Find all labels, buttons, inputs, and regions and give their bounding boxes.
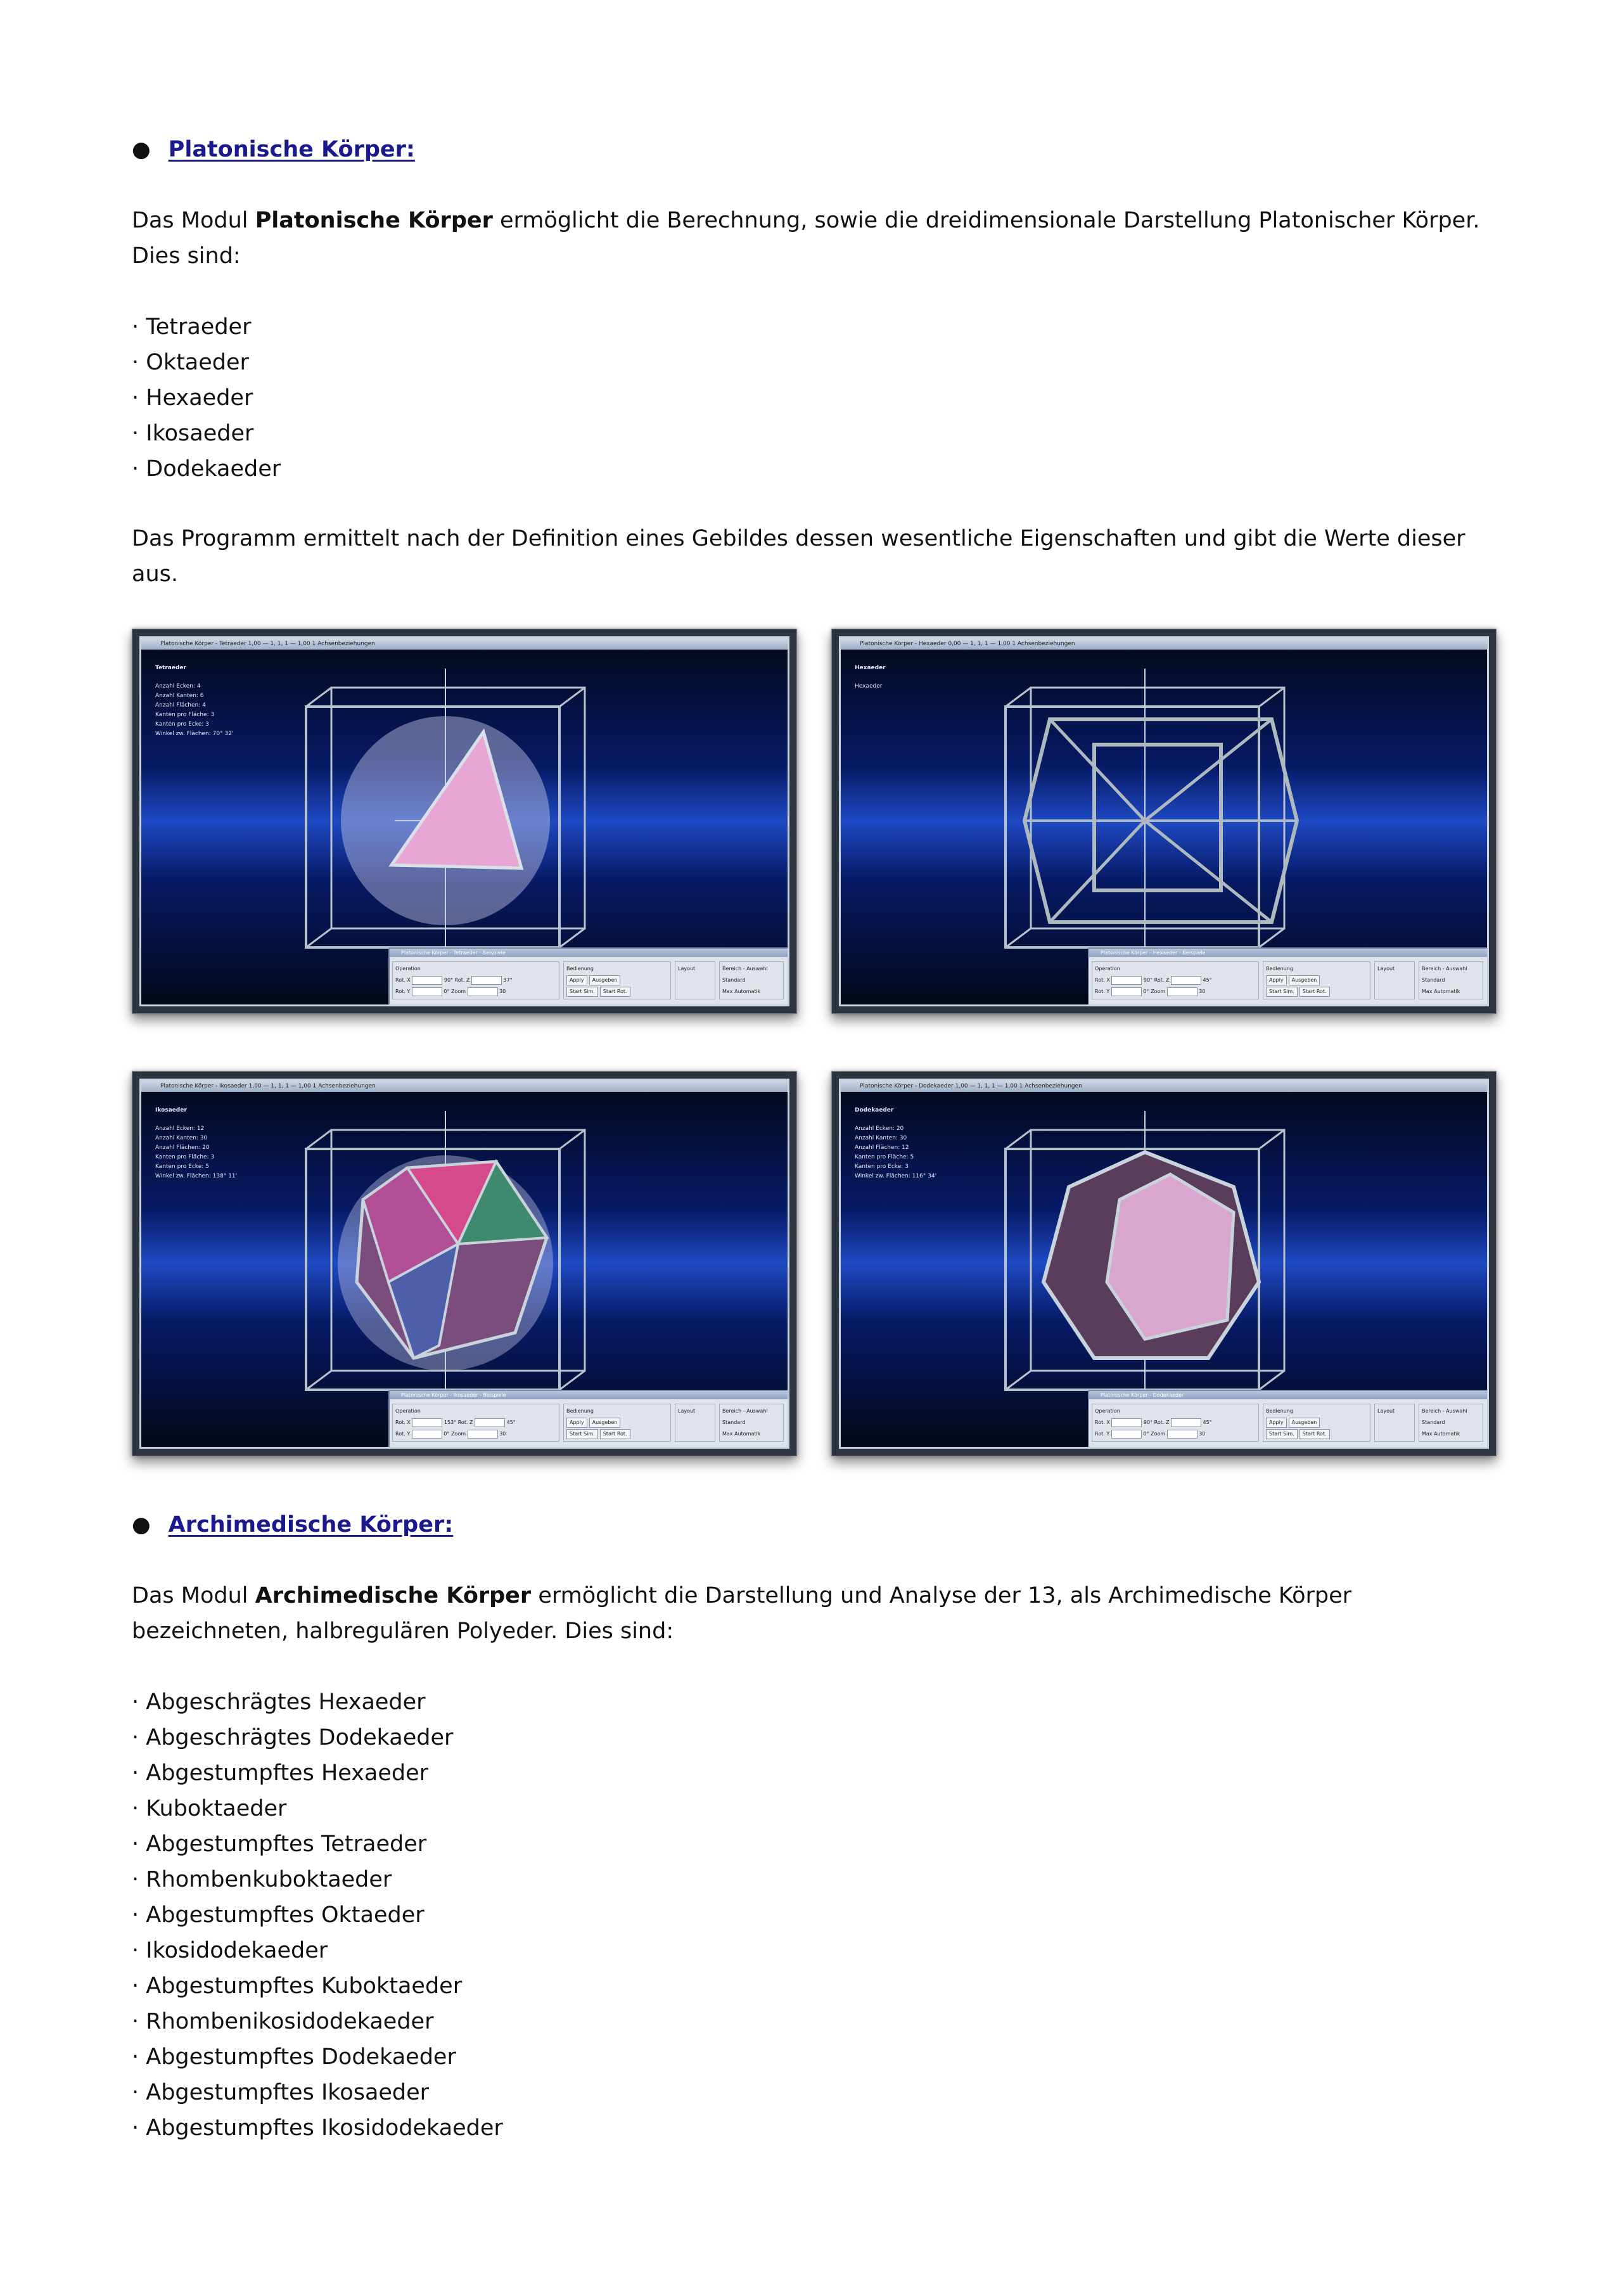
bereich-group — [719, 961, 784, 999]
rot-y-label: Rot. Y — [395, 989, 411, 994]
info-overlay — [855, 1106, 936, 1181]
platonic-heading — [132, 137, 415, 162]
panel-title: Platonische Körper - Ikosaeder - Beispiele — [390, 1391, 788, 1399]
standard-radio[interactable]: Standard — [722, 977, 746, 983]
rot-z-field[interactable] — [1171, 1418, 1201, 1427]
list-item: · Rhombenkuboktaeder — [132, 1862, 503, 1897]
panel-title: Platonische Körper - Dodekaeder — [1089, 1391, 1487, 1399]
panel-title: Platonische Körper - Hexaeder - Beispiele — [1089, 949, 1487, 957]
shape-name: Hexaeder — [855, 665, 886, 671]
layout-label: Layout — [678, 1408, 696, 1414]
info-line: Hexaeder — [855, 683, 883, 689]
zoom-value: 30 — [1199, 989, 1206, 994]
app-window — [839, 636, 1489, 1006]
standard-radio[interactable]: Standard — [1422, 977, 1445, 983]
list-item: · Abgestumpftes Hexaeder — [132, 1755, 503, 1791]
layout-group — [675, 1404, 715, 1442]
standard-radio[interactable]: Standard — [1422, 1420, 1445, 1425]
bedienung-group — [563, 961, 671, 999]
archimedean-intro-post: ermöglicht die Darstellung und Analyse der 13, als Archimedische Körper bezeichneten, halbregulären Polyeder. Dies sind: — [132, 1583, 1352, 1644]
rot-y-value: 0° — [444, 1431, 450, 1437]
platonic-intro-post: ermöglicht die Berechnung, sowie die dreidimensionale Darstellung Platonischer Körper. Dies sind: — [132, 208, 1480, 269]
control-panel — [388, 947, 788, 1004]
info-line: Kanten pro Ecke: 3 — [855, 1164, 909, 1170]
start-sim-button[interactable]: Start Sim. — [1266, 987, 1298, 997]
zoom-label: Zoom — [1150, 1431, 1165, 1437]
platonic-intro-bold: Platonische Körper — [255, 208, 493, 233]
list-item: · Abgestumpftes Ikosaeder — [132, 2075, 503, 2110]
control-panel — [1088, 947, 1487, 1004]
shape-name: Tetraeder — [155, 665, 186, 671]
panel-title: Platonische Körper - Tetraeder - Beispiele — [390, 949, 788, 957]
start-sim-button[interactable]: Start Sim. — [566, 1429, 598, 1439]
zoom-label: Zoom — [1150, 989, 1165, 994]
rot-y-field[interactable] — [1111, 1430, 1142, 1439]
ausgabe-button[interactable]: Ausgeben — [1289, 1418, 1320, 1428]
list-item: · Hexaeder — [132, 380, 281, 416]
bedienung-group — [1263, 961, 1370, 999]
zoom-label: Zoom — [450, 1431, 466, 1437]
bereich-group — [1419, 961, 1483, 999]
info-line: Kanten pro Fläche: 3 — [155, 712, 215, 718]
rot-x-label: Rot. X — [1095, 977, 1110, 983]
max-radio[interactable]: Max — [1422, 989, 1433, 994]
zoom-field[interactable] — [1167, 1430, 1197, 1439]
zoom-field[interactable] — [468, 987, 498, 996]
layout-group — [1374, 1404, 1415, 1442]
shape-name: Ikosaeder — [155, 1107, 187, 1113]
max-radio[interactable]: Max — [1422, 1431, 1433, 1437]
zoom-value: 30 — [499, 989, 506, 994]
info-line: Anzahl Flächen: 4 — [155, 702, 206, 709]
bedienung-label: Bedienung — [566, 1408, 594, 1414]
list-item: · Ikosaeder — [132, 416, 281, 451]
max-radio[interactable]: Max — [722, 1431, 733, 1437]
info-line: Kanten pro Fläche: 5 — [855, 1154, 914, 1160]
rot-y-field[interactable] — [412, 987, 442, 996]
apply-button[interactable]: Apply — [566, 975, 587, 985]
rot-z-value: 45° — [1203, 1420, 1212, 1425]
info-line: Anzahl Flächen: 20 — [155, 1145, 210, 1151]
rot-x-field[interactable] — [1111, 1418, 1142, 1427]
app-window — [139, 1079, 789, 1449]
window-titlebar: Platonische Körper - Dodekaeder 1,00 — 1, 1, 1 — 1,00 1 Achsenbeziehungen — [841, 1081, 1487, 1092]
rot-x-value: 153° — [444, 1420, 457, 1425]
platonic-intro — [132, 203, 1494, 274]
list-item: · Oktaeder — [132, 345, 281, 380]
zoom-field[interactable] — [1167, 987, 1197, 996]
bereich-label: Bereich - Auswahl — [1422, 1408, 1467, 1414]
window-titlebar: Platonische Körper - Ikosaeder 1,00 — 1, 1, 1 — 1,00 1 Achsenbeziehungen — [141, 1081, 788, 1092]
layout-label: Layout — [1377, 1408, 1395, 1414]
info-line: Winkel zw. Flächen: 70° 32' — [155, 731, 234, 737]
rot-x-label: Rot. X — [395, 977, 411, 983]
archimedean-intro-bold: Archimedische Körper — [255, 1583, 532, 1608]
layout-group — [675, 961, 715, 999]
info-overlay — [855, 664, 886, 691]
rot-z-label: Rot. Z — [1154, 977, 1170, 983]
info-line: Anzahl Flächen: 12 — [855, 1145, 909, 1151]
info-line: Winkel zw. Flächen: 116° 34' — [855, 1173, 937, 1179]
ausgabe-button[interactable]: Ausgeben — [589, 1418, 621, 1428]
control-panel — [1088, 1390, 1487, 1447]
archimedean-heading — [132, 1512, 453, 1537]
rot-y-label: Rot. Y — [1095, 989, 1110, 994]
rot-x-value: 90° — [1143, 977, 1153, 983]
zoom-value: 30 — [1199, 1431, 1206, 1437]
info-line: Anzahl Ecken: 12 — [155, 1126, 205, 1132]
rot-y-value: 0° — [1143, 1431, 1149, 1437]
rot-x-label: Rot. X — [395, 1420, 411, 1425]
rot-x-value: 90° — [444, 977, 454, 983]
automatic-checkbox[interactable]: Automatik — [734, 1431, 761, 1437]
rot-y-label: Rot. Y — [395, 1431, 411, 1437]
rot-x-value: 90° — [1143, 1420, 1153, 1425]
window-titlebar: Platonische Körper - Tetraeder 1,00 — 1, 1, 1 — 1,00 1 Achsenbeziehungen — [141, 638, 788, 650]
operation-label: Operation — [1095, 1408, 1120, 1414]
zoom-field[interactable] — [468, 1430, 498, 1439]
rot-x-field[interactable] — [1111, 976, 1142, 985]
bereich-label: Bereich - Auswahl — [722, 1408, 768, 1414]
list-item: · Abgeschrägtes Dodekaeder — [132, 1720, 503, 1755]
info-line: Kanten pro Ecke: 3 — [155, 721, 209, 728]
list-item: · Abgestumpftes Kuboktaeder — [132, 1968, 503, 2004]
platonic-outro: Das Programm ermittelt nach der Definition eines Gebildes dessen wesentliche Eigenschaften und gibt die Werte dieser aus. — [132, 526, 1466, 587]
start-rot-button[interactable]: Start Rot. — [1300, 987, 1330, 997]
apply-button[interactable]: Apply — [566, 1418, 587, 1428]
screenshot-thumbnail[interactable] — [831, 629, 1497, 1014]
list-item: · Abgestumpftes Oktaeder — [132, 1897, 503, 1933]
apply-button[interactable]: Apply — [1266, 975, 1287, 985]
info-line: Kanten pro Ecke: 5 — [155, 1164, 209, 1170]
app-window — [139, 636, 789, 1006]
archimedean-list — [132, 1684, 503, 2146]
start-sim-button[interactable]: Start Sim. — [1266, 1429, 1298, 1439]
automatic-checkbox[interactable]: Automatik — [734, 989, 761, 994]
operation-label: Operation — [395, 966, 421, 972]
max-radio[interactable]: Max — [722, 989, 733, 994]
bereich-group — [1419, 1404, 1483, 1442]
rot-y-field[interactable] — [1111, 987, 1142, 996]
rot-z-field[interactable] — [471, 976, 502, 985]
layout-group — [1374, 961, 1415, 999]
bullet-icon: ● — [132, 1512, 151, 1537]
rot-z-value: 45° — [506, 1420, 516, 1425]
bereich-label: Bereich - Auswahl — [1422, 966, 1467, 972]
archimedean-heading-link[interactable]: Archimedische Körper: — [168, 1512, 454, 1537]
list-item: · Abgeschrägtes Hexaeder — [132, 1684, 503, 1720]
operation-group — [392, 1404, 559, 1442]
info-line: Anzahl Kanten: 30 — [155, 1135, 208, 1141]
screenshot-thumbnail[interactable] — [132, 629, 797, 1014]
info-line: Anzahl Kanten: 30 — [855, 1135, 907, 1141]
start-rot-button[interactable]: Start Rot. — [600, 987, 630, 997]
start-rot-button[interactable]: Start Rot. — [1300, 1429, 1330, 1439]
list-item: · Kuboktaeder — [132, 1791, 503, 1826]
rot-y-value: 0° — [1143, 989, 1149, 994]
ausgabe-button[interactable]: Ausgeben — [589, 975, 621, 985]
bedienung-group — [1263, 1404, 1370, 1442]
info-line: Anzahl Kanten: 6 — [155, 693, 204, 699]
info-line: Anzahl Ecken: 4 — [155, 683, 201, 689]
app-window — [839, 1079, 1489, 1449]
bullet-icon: ● — [132, 137, 151, 162]
list-item: · Tetraeder — [132, 309, 281, 345]
rot-y-value: 0° — [444, 989, 450, 994]
info-line: Anzahl Ecken: 20 — [855, 1126, 904, 1132]
window-titlebar: Platonische Körper - Hexaeder 0,00 — 1, 1, 1 — 1,00 1 Achsenbeziehungen — [841, 638, 1487, 650]
platonic-intro-pre: Das Modul — [132, 208, 255, 233]
operation-label: Operation — [1095, 966, 1120, 972]
bereich-label: Bereich - Auswahl — [722, 966, 768, 972]
list-item: · Dodekaeder — [132, 451, 281, 487]
list-item: · Abgestumpftes Dodekaeder — [132, 2039, 503, 2075]
rot-y-label: Rot. Y — [1095, 1431, 1110, 1437]
rot-z-label: Rot. Z — [1154, 1420, 1170, 1425]
rot-z-value: 37° — [503, 977, 513, 983]
ausgabe-button[interactable]: Ausgeben — [1289, 975, 1320, 985]
bedienung-group — [563, 1404, 671, 1442]
bereich-group — [719, 1404, 784, 1442]
operation-label: Operation — [395, 1408, 421, 1414]
rot-z-label: Rot. Z — [454, 977, 470, 983]
rot-x-field[interactable] — [412, 1418, 442, 1427]
info-line: Kanten pro Fläche: 3 — [155, 1154, 215, 1160]
list-item: · Abgestumpftes Tetraeder — [132, 1826, 503, 1862]
apply-button[interactable]: Apply — [1266, 1418, 1287, 1428]
standard-radio[interactable]: Standard — [722, 1420, 746, 1425]
rot-z-label: Rot. Z — [457, 1420, 473, 1425]
rot-x-field[interactable] — [412, 976, 442, 985]
start-sim-button[interactable]: Start Sim. — [566, 987, 598, 997]
rot-z-value: 45° — [1203, 977, 1212, 983]
list-item: · Ikosidodekaeder — [132, 1933, 503, 1968]
control-panel — [388, 1390, 788, 1447]
bedienung-label: Bedienung — [566, 966, 594, 972]
bedienung-label: Bedienung — [1266, 966, 1293, 972]
automatic-checkbox[interactable]: Automatik — [1434, 1431, 1460, 1437]
screenshot-thumbnail[interactable] — [831, 1071, 1497, 1456]
operation-group — [1092, 1404, 1259, 1442]
layout-label: Layout — [1377, 966, 1395, 972]
layout-label: Layout — [678, 966, 696, 972]
info-overlay — [155, 1106, 237, 1181]
rot-y-field[interactable] — [412, 1430, 442, 1439]
info-overlay — [155, 664, 233, 739]
screenshot-thumbnail[interactable] — [132, 1071, 797, 1456]
operation-group — [392, 961, 559, 999]
list-item: · Abgestumpftes Ikosidodekaeder — [132, 2110, 503, 2146]
platonic-heading-link[interactable]: Platonische Körper: — [168, 137, 415, 162]
rot-z-field[interactable] — [475, 1418, 505, 1427]
zoom-label: Zoom — [450, 989, 466, 994]
automatic-checkbox[interactable]: Automatik — [1434, 989, 1460, 994]
info-line: Winkel zw. Flächen: 138° 11' — [155, 1173, 238, 1179]
rot-x-label: Rot. X — [1095, 1420, 1110, 1425]
operation-group — [1092, 961, 1259, 999]
shape-name: Dodekaeder — [855, 1107, 894, 1113]
zoom-value: 30 — [499, 1431, 506, 1437]
bedienung-label: Bedienung — [1266, 1408, 1293, 1414]
start-rot-button[interactable]: Start Rot. — [600, 1429, 630, 1439]
archimedean-intro — [132, 1578, 1494, 1649]
platonic-list — [132, 309, 281, 487]
archimedean-intro-pre: Das Modul — [132, 1583, 255, 1608]
list-item: · Rhombenikosidodekaeder — [132, 2004, 503, 2039]
rot-z-field[interactable] — [1171, 976, 1201, 985]
